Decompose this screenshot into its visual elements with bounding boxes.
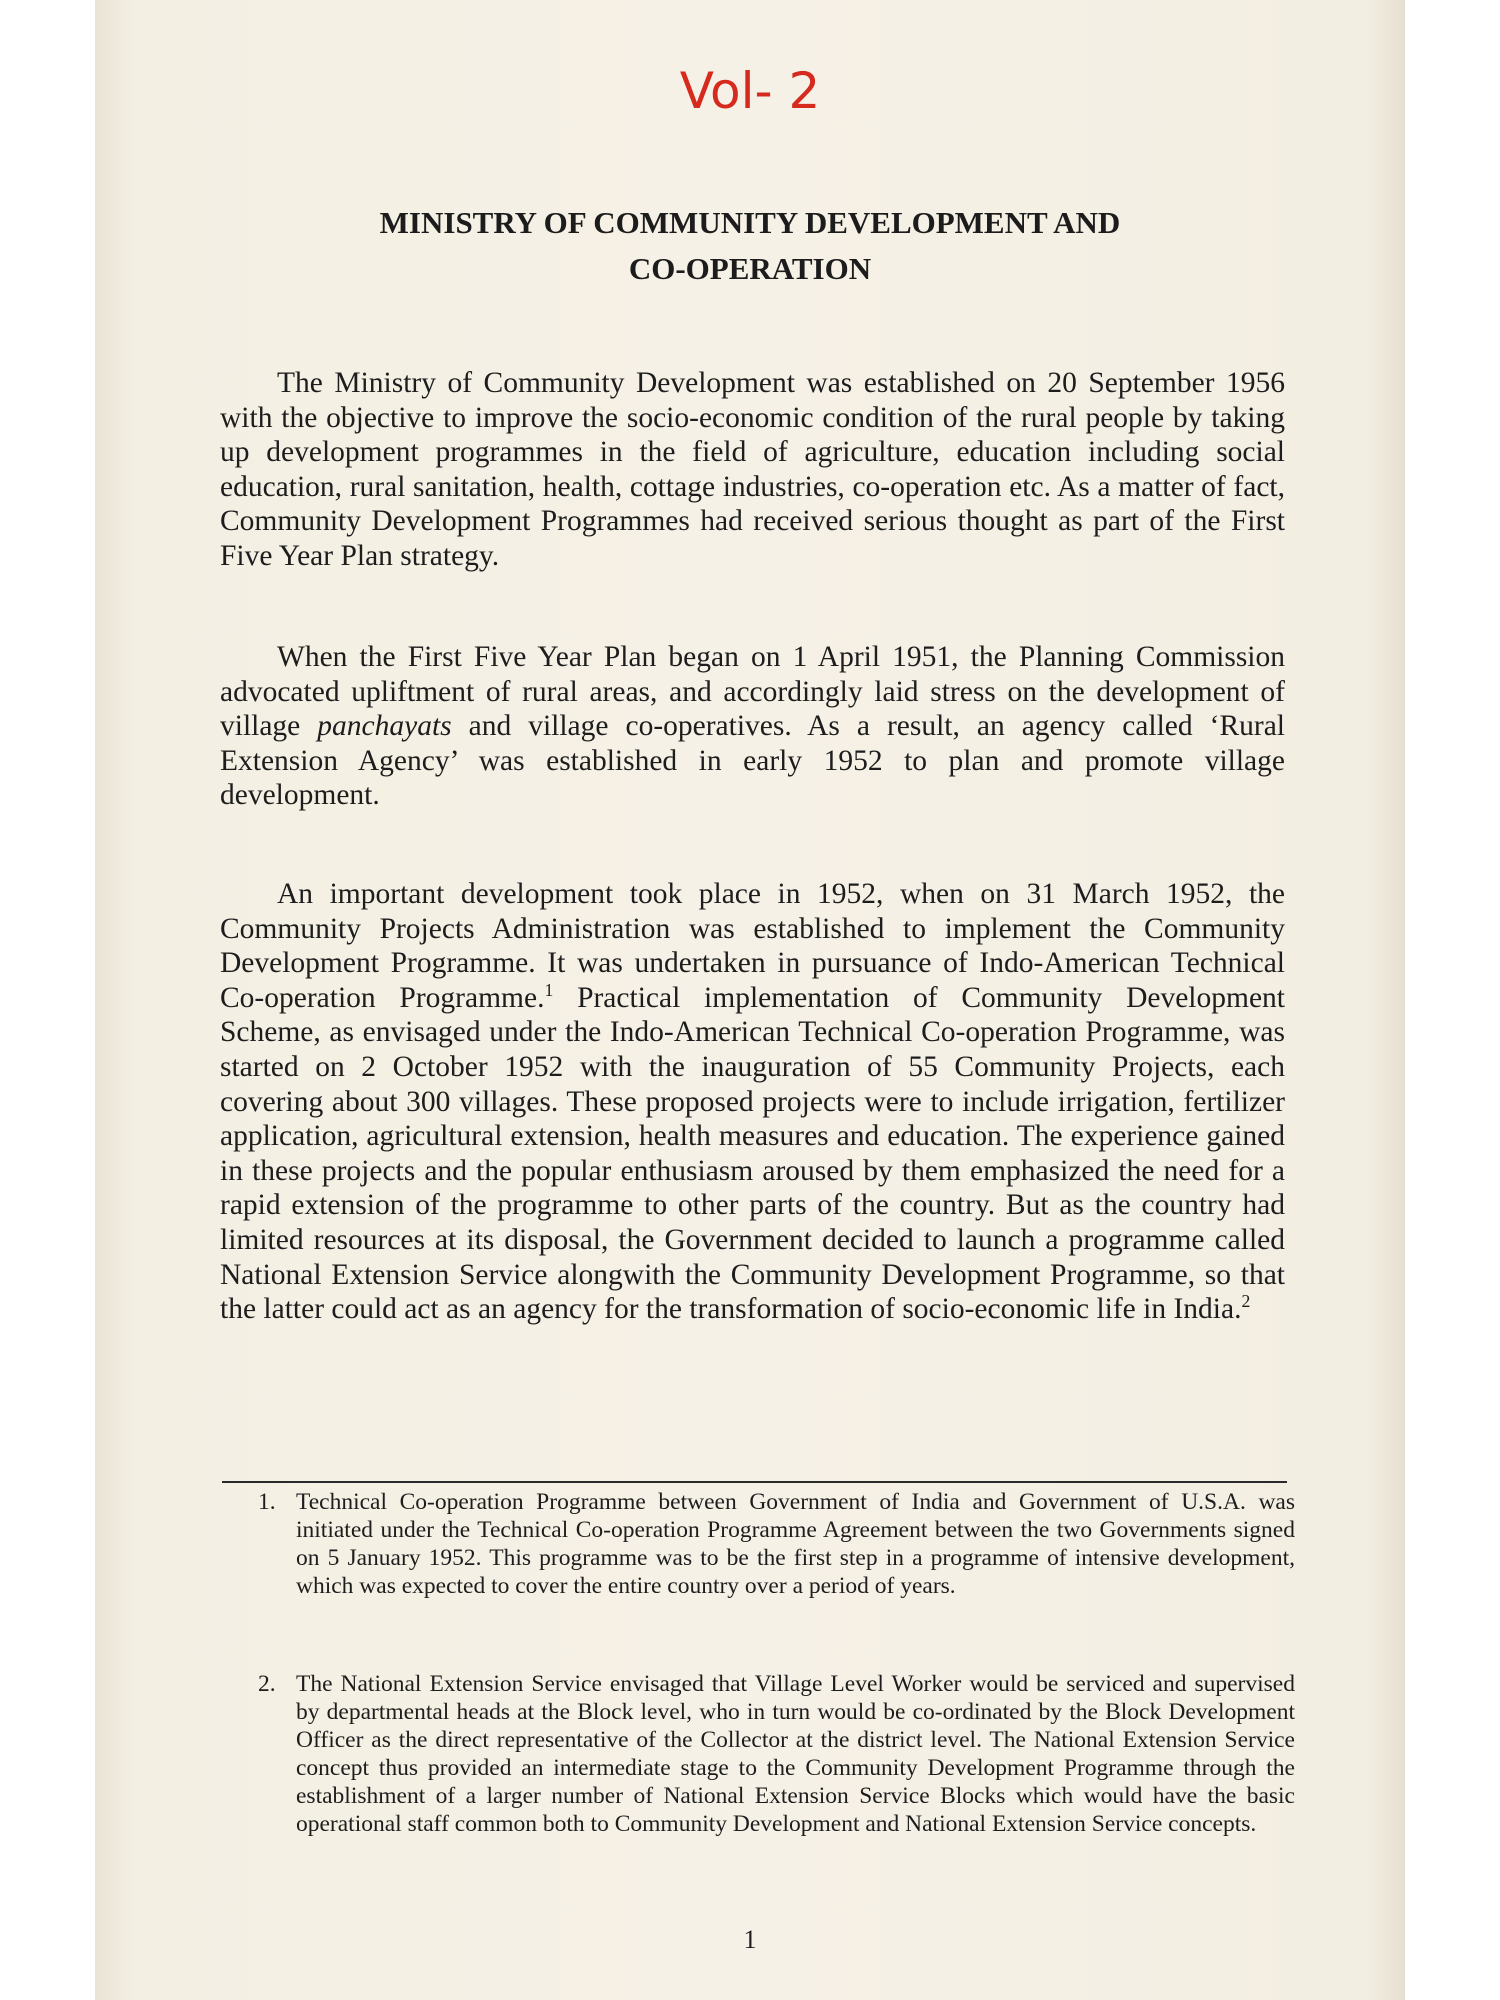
volume-label: Vol- 2 bbox=[679, 62, 821, 120]
footnote-2 bbox=[258, 1670, 1295, 1838]
scan-margin-left bbox=[0, 0, 95, 2000]
paragraph-2-italic-term: panchayats bbox=[317, 710, 452, 743]
paragraph-2 bbox=[220, 640, 1285, 813]
page-title bbox=[220, 200, 1280, 292]
footnote-2-number: 2. bbox=[258, 1671, 276, 1697]
paragraph-1: The Ministry of Community Development was established on 20 September 1956 with the objective to improve the socio-economic condition of the rural people by taking up development programmes in the field of agriculture, education including social education, rural sanitation, health, cottage industries, co-operation etc. As a matter of fact, Community Development Programmes had received serious thought as part of the First Five Year Plan strategy. bbox=[220, 367, 1285, 572]
footnote-ref-2: 2 bbox=[1241, 1291, 1251, 1312]
footnote-divider bbox=[222, 1481, 1287, 1483]
footnote-ref-1: 1 bbox=[544, 979, 554, 1000]
footnote-1-number: 1. bbox=[258, 1489, 276, 1515]
paragraph-2-text-a: When the First Five Year Plan began on 1 April 1951, the Planning Commission advocated upliftment of rural areas, and accordingly laid stress on the development of village bbox=[220, 641, 1285, 743]
paragraph-2-text-b: and village co-operatives. As a result, an agency called ‘Rural Extension Agency’ was established in early 1952 to plan and promote village development. bbox=[220, 710, 1285, 812]
footnote-1 bbox=[258, 1488, 1295, 1600]
paragraph-3-text-b: Practical implementation of Community Development Scheme, as envisaged under the Indo-American Technical Co-operation Programme, was started on 2 October 1952 with the inauguration of 55 Community Projects, each covering about 300 villages. These proposed projects were to include irrigation, fertilizer application, agricultural extension, health measures and education. The experience gained in these projects and the popular enthusiasm aroused by them emphasized the need for a rapid extension of the programme to other parts of the country. But as the country had limited resources at its disposal, the Government decided to launch a programme called National Extension Service alongwith the Community Development Programme, so that the latter could act as an agency for the transformation of socio-economic life in India. bbox=[220, 981, 1285, 1326]
page-number: 1 bbox=[743, 1925, 757, 1954]
page-title-line-1: MINISTRY OF COMMUNITY DEVELOPMENT AND bbox=[379, 205, 1121, 240]
paragraph-3-text-a: An important development took place in 1952, when on 31 March 1952, the Community Projects Administration was established to implement the Community Development Programme. It was undertaken in pursuance of Indo-American Technical Co-operation Programme. bbox=[220, 878, 1285, 1014]
footnote-2-text: The National Extension Service envisaged that Village Level Worker would be serviced and supervised by departmental heads at the Block level, who in turn would be co-ordinated by the Block Development Officer as the direct representative of the Collector at the district level. The National Extension Service concept thus provided an intermediate stage to the Community Development Programme through the establishment of a larger number of National Extension Service Blocks which would have the basic operational staff common both to Community Development and National Extension Service concepts. bbox=[296, 1671, 1295, 1837]
scan-margin-right bbox=[1405, 0, 1500, 2000]
page-title-line-2: CO-OPERATION bbox=[628, 251, 872, 286]
footnote-1-text: Technical Co-operation Programme between Government of India and Government of U.S.A. was initiated under the Technical Co-operation Programme Agreement between the two Governments signed on 5 January 1952. This programme was to be the first step in a programme of intensive development, which was expected to cover the entire country over a period of years. bbox=[296, 1489, 1295, 1599]
paragraph-3 bbox=[220, 877, 1285, 1327]
